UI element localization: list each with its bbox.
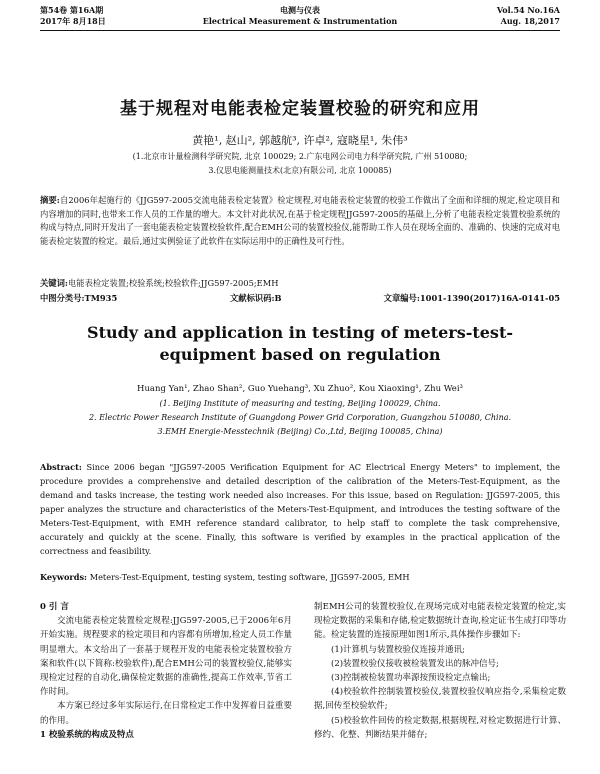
- abstract-en: [40, 460, 560, 558]
- header-journal-cn: 电测与仪表: [280, 5, 320, 15]
- keywords-cn-label: 关键词:: [40, 278, 68, 288]
- section-heading-system: 1 校验系统的构成及特点: [40, 729, 134, 740]
- header-date-cn: 2017年 8月18日: [40, 16, 106, 26]
- affiliation-en-line: (1. Beijing Institute of measuring and testing, Beijing 100029, China.: [159, 399, 441, 408]
- affiliation-en-line: 2. Electric Power Research Institute of Guangdong Power Grid Corporation, Guangzhou 510080, China.: [88, 413, 512, 422]
- classification-row: [40, 292, 560, 304]
- body-paragraph: 交流电能表检定装置检定规程:JJG597-2005,已于2006年6月开始实施。规程要求的检定项目和内容都有所增加,检定人员工作量明显增大。本文给出了一套基于规程开发的电能表检定装置校验方案和软件(以下简称:校验软件),配合EMH公司的装置校验仪,能够实现检定过程的自动化,确保检定数据的准确性,提高工作效率,节省工作时间。: [40, 616, 292, 698]
- step-item: (2)装置校验仪接收被检装置发出的脉冲信号;: [331, 658, 499, 669]
- keywords-en-label: Keywords:: [40, 572, 88, 582]
- keywords-cn-text: 电能表检定装置;校验系统;校验软件;JJG597-2005;EMH: [67, 278, 279, 288]
- step-item: (1)计算机与装置校验仪连接并通讯;: [331, 644, 465, 655]
- affiliations-en: [40, 397, 560, 439]
- clc-number: 中图分类号:TM935: [40, 293, 118, 303]
- authors-cn: 黄艳¹, 赵山², 郭越航³, 许卓², 寇晓星¹, 朱伟³: [192, 134, 408, 147]
- affiliation-cn-line: (1.北京市计量检测科学研究院, 北京 100029; 2.广东电网公司电力科学研究院, 广州 510080;: [132, 152, 468, 161]
- document-code: 文献标识码:B: [230, 293, 282, 303]
- step-item: (5)校验软件回传的检定数据,根据规程,对检定数据进行计算、修约、化整、判断结果并储存;: [314, 715, 566, 740]
- body-column-left: [40, 600, 292, 742]
- abstract-en-label: Abstract:: [40, 462, 82, 472]
- header-divider: [40, 30, 560, 31]
- abstract-cn-text: 自2006年起施行的《JJG597-2005交流电能表检定装置》检定规程,对电能表检定装置的校验工作做出了全面和详细的规定,检定项目和内容增加的同时,也带来工作人员的工作量的增大。本文针对此状况,在基于检定规程JJG597-2005的基础上,分析了电能表检定装置校验系统的构成与特点,同时开发出了一套电能表检定装置校验软件,配合EMH公司的装置校验仪,能帮助工作人员在现场全面的、准确的、快速的完成对电能表检定装置的检定。最后,通过实例验证了此软件在实际运用中的正确性及可行性。: [40, 195, 560, 246]
- keywords-cn: [40, 277, 560, 289]
- header-journal: [40, 5, 560, 27]
- header-volume-en: [497, 5, 560, 27]
- step-item: (4)校验软件控制装置校验仪,装置校验仪响应指令,采集检定数据,回传至校验软件;: [314, 687, 566, 712]
- affiliations-cn: [60, 150, 540, 178]
- header-vol-no: Vol.54 No.16A: [496, 5, 560, 15]
- abstract-cn-label: 摘要:: [40, 195, 60, 205]
- keywords-en: [40, 572, 560, 582]
- body-paragraph: 制EMH公司的装置校验仪,在现场完成对电能表检定装置的检定,实现检定数据的采集和存储,检定数据统计查询,检定证书生成打印等功能。检定装置的连接原理如图1所示,具体操作步骤如下:: [314, 602, 566, 641]
- affiliation-en-line: 3.EMH Energie-Messtechnik (Beijing) Co.,Ltd, Beijing 100085, China): [157, 427, 443, 436]
- section-heading-intro: 0 引 言: [40, 602, 69, 612]
- title-cn: 基于规程对电能表检定装置校验的研究和应用: [120, 99, 480, 119]
- header-journal-en: Electrical Measurement & Instrumentation: [202, 16, 398, 26]
- authors-en: Huang Yan¹, Zhao Shan², Guo Yuehang³, Xu Zhuo², Kou Xiaoxing¹, Zhu Wei³: [137, 384, 463, 394]
- article-number: 文章编号:1001-1390(2017)16A-0141-05: [383, 293, 560, 303]
- title-en: Study and application in testing of meters-test-equipment based on regulation: [87, 323, 513, 364]
- affiliation-cn-line: 3.仪思电能测量技术(北京)有限公司, 北京 100085): [208, 166, 392, 175]
- header-volume-issue: 第54卷 第16A期: [40, 5, 104, 15]
- keywords-en-text: Meters-Test-Equipment, testing system, testing software, JJG597-2005, EMH: [89, 572, 410, 582]
- body-paragraph: 本方案已经过多年实际运行,在日常检定工作中发挥着日益重要的作用。: [40, 701, 292, 726]
- step-item: (3)控制被检装置功率源按预设检定点输出;: [331, 673, 491, 684]
- abstract-en-text: Since 2006 began "JJG597-2005 Verification Equipment for AC Electrical Energy Meters" to implement, the procedure provides a comprehensive and detailed description of the calibration of the Meters-Test-Equipment, as the demand and tasks increase, the testing work needed also increases. For this issue, based on Regulation: JJG597-2005, this paper analyzes the structure and characteristics of the Meters-Test-Equipment, and introduces the testing software of the Meters-Test-Equipment, with EMH reference standard calibrator, to help staff to complete the task comprehensive, accurately and quickly at the scene. Finally, this software is verified by examples in the practical application of the correctness and feasibility.: [40, 462, 560, 556]
- body-column-right: [314, 600, 566, 742]
- abstract-cn: [40, 194, 560, 248]
- header-date-en: Aug. 18,2017: [500, 16, 560, 26]
